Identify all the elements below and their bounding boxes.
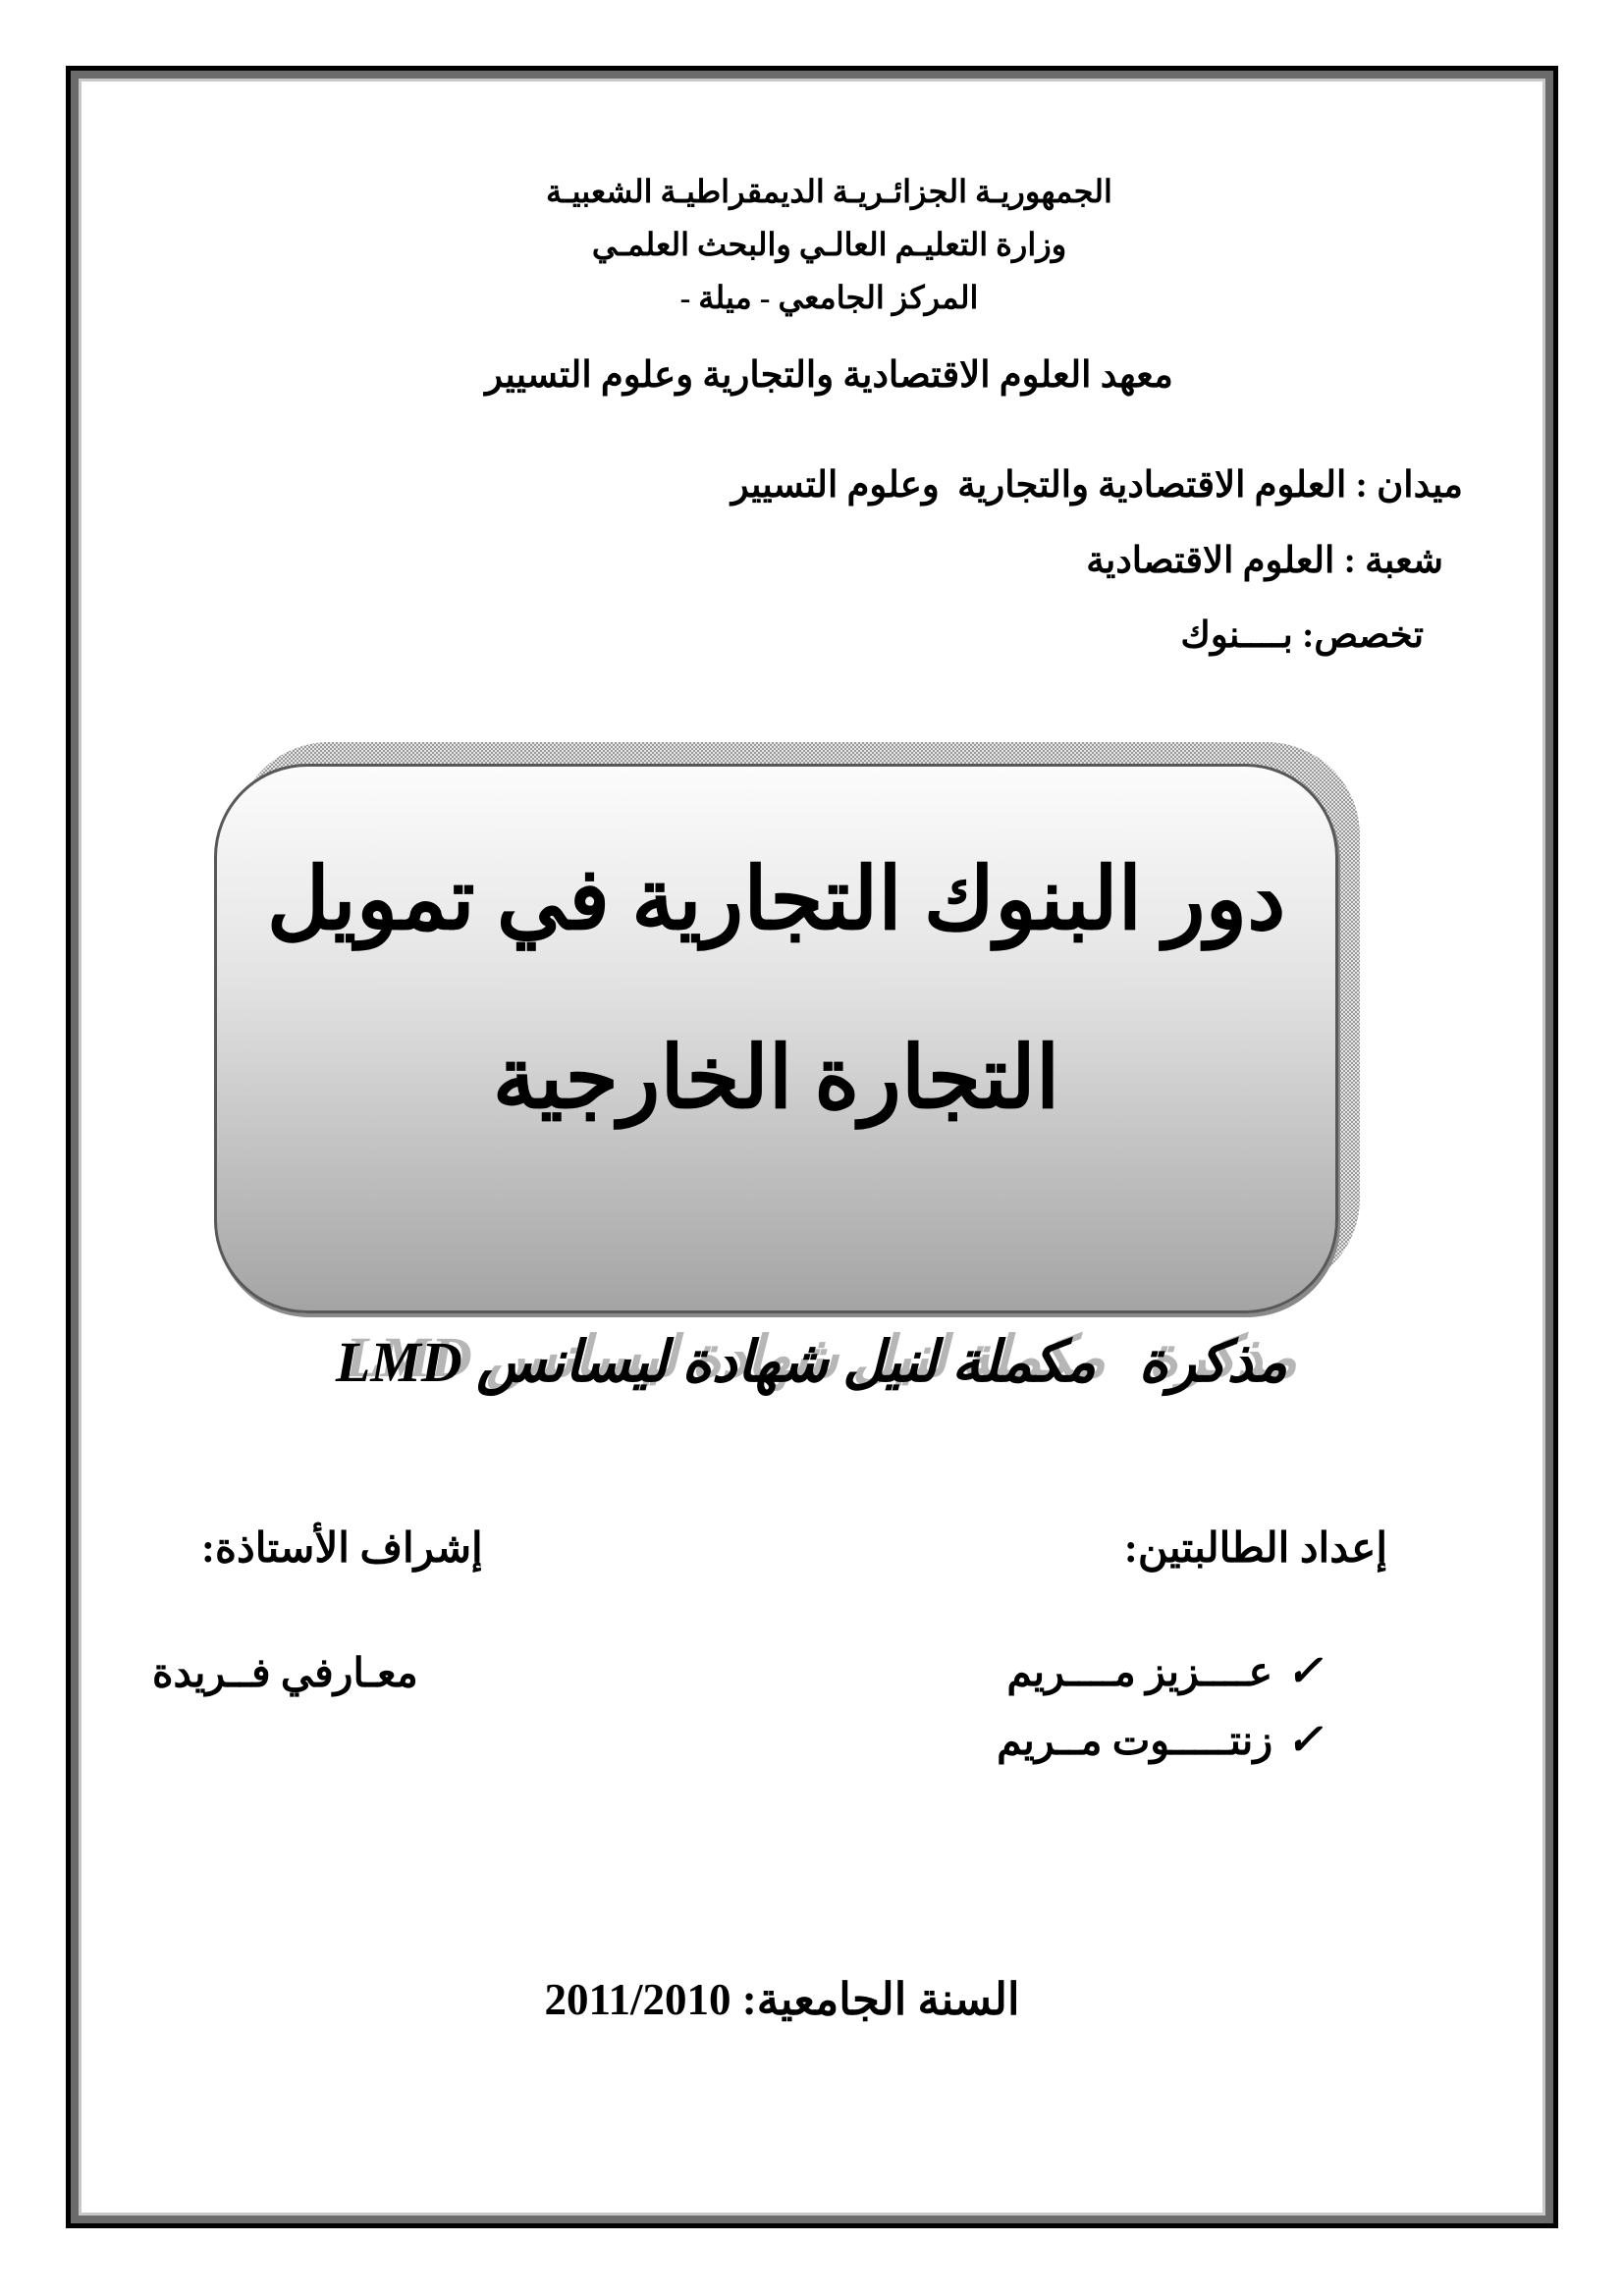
student-item (997, 1706, 1323, 1775)
supervision-label: إشراف الأستاذة: (201, 1526, 483, 1572)
institute-line: معهد العلوم الاقتصادية والتجارية وعلوم التسيير (485, 355, 1173, 396)
thesis-title-box (214, 764, 1338, 1313)
header-block (18, 165, 1623, 324)
thesis-type-subtitle: مذكرة مكملة لنيل شهادة ليسانس LMD (335, 1330, 1288, 1394)
supervisor-name: معـارفي فــريدة (152, 1650, 418, 1695)
program-field-line: ميدان : العلوم الاقتصادية والتجارية وعلوم التسيير (730, 465, 1463, 506)
student-name: عــــزيز مــــريم (1006, 1649, 1273, 1694)
prepared-by-label: إعداد الطالبتين: (1123, 1526, 1387, 1572)
university-center-line: المركز الجامعي - ميلة - (679, 280, 979, 315)
checkmark-icon: ✓ (1286, 1647, 1323, 1695)
thesis-title-line-2: التجارة الخارجية (492, 1032, 1060, 1127)
republic-line: الجمهوريـة الجزائـريـة الديمقراطيـة الشعبيـة (546, 174, 1112, 209)
checkmark-icon: ✓ (1286, 1716, 1323, 1764)
program-specialty-line: تخصص: بــــنوك (1180, 615, 1424, 656)
program-branch-line: شعبة : العلوم الاقتصادية (1086, 541, 1443, 581)
academic-year-line: السنة الجامعية: 2011/2010 (544, 1975, 1020, 2024)
thesis-title-line-1: دور البنوك التجارية في تمويل (266, 853, 1286, 948)
student-item (997, 1637, 1323, 1706)
student-name: زنتـــــوت مــريم (997, 1718, 1273, 1763)
students-list (997, 1637, 1323, 1775)
ministry-line: وزارة التعليـم العالـي والبحث العلمـي (591, 227, 1067, 262)
